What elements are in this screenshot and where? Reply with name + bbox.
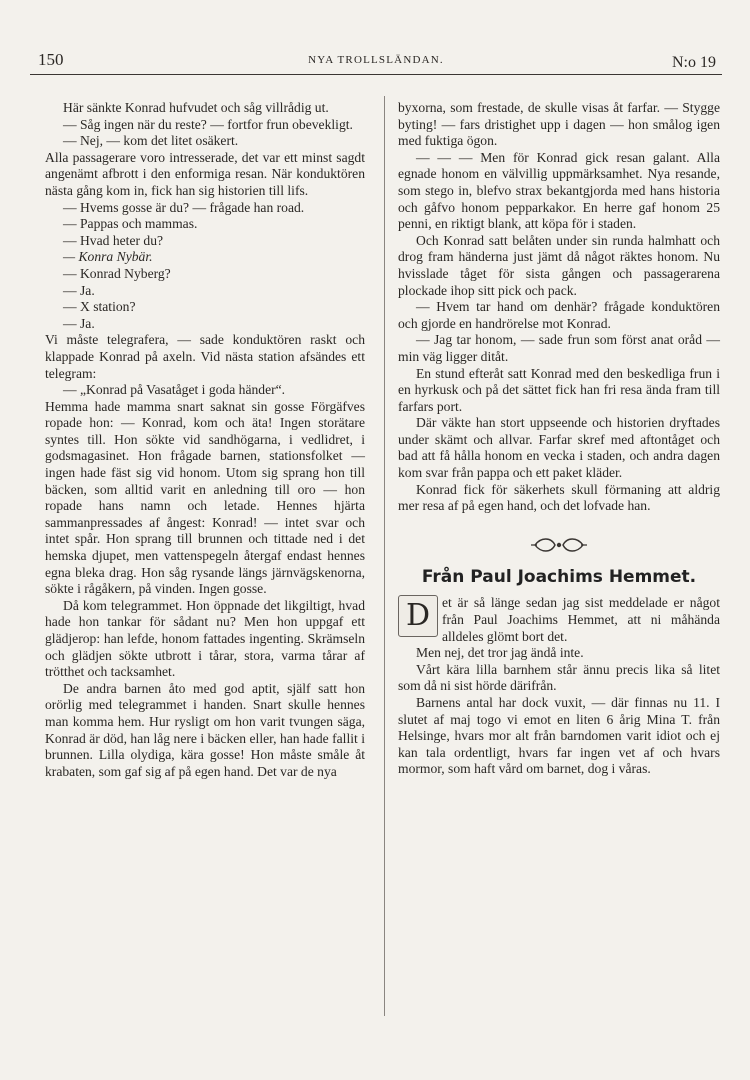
page-number: 150: [38, 50, 64, 69]
paragraph: — Såg ingen när du reste? — fortfor frun obevekligt.: [63, 116, 353, 132]
paragraph: — Hvad heter du?: [63, 232, 164, 248]
paragraph: — X station?: [63, 299, 136, 315]
paragraph: Här sänkte Konrad hufvudet och såg villrådig ut.: [63, 100, 329, 115]
paragraph: Vi måste telegrafera, — sade konduktören raskt och klappade Konrad på axeln. Vid nästa station afsändes ett telegram:: [45, 332, 365, 381]
paragraph: De andra barnen åto med god aptit, själf satt hon orörlig med telegrammet i handen. Snart skulle hennes man komma hem. Hur rysligt om hon varit tvungen säga, Konrad är död, han låg nere i bäcken eller, han hade fallit i brunnen. Lilla olydiga, kära gosse! Hon måste småle åt krabaten, som gaf sig af på egen hand. Det var de nya: [45, 680, 365, 779]
paragraph: et är så länge sedan jag sist meddelade er något från Paul Joachims Hemmet, att ni måhända alldeles glömt bort det.: [442, 595, 720, 644]
paragraph: Då kom telegrammet. Hon öppnade det likgiltigt, hvad hade hon tankar för sådant nu? Men hon uppgaf ett glädjerop: han lefde, honom fattades ingenting. Skrämseln och glädjen sökte utbrott i tårar, stora, varma tårar af trötthet och tacksamhet.: [45, 597, 365, 680]
column-divider: [384, 96, 385, 1016]
paragraph: — Konrad Nyberg?: [63, 265, 171, 281]
paragraph: Barnens antal har dock vuxit, — där finnas nu 11. I slutet af maj togo vi emot en liten 6 årig Mina T. från Helsinge, hvars mor alt från barndomen varit idiot och ej kan tala ordentligt, hvars far ingen vet af och hvars mormor, som haft vård om barnet, dog i våras.: [398, 695, 720, 777]
paragraph: — Hvem tar hand om denhär? frågade konduktören och gjorde en handrörelse mot Konrad.: [398, 299, 720, 331]
paragraph: — Konra Nybär.: [63, 249, 153, 265]
paragraph: — „Konrad på Vasatåget i goda händer“.: [63, 382, 286, 398]
paragraph: Alla passagerare voro intresserade, det var ett minst sagdt angenämt afbrott i den enformiga resan. När konduktören nästa gång kom in, fick han sig historien till lifs.: [45, 149, 365, 198]
article-title: Från Paul Joachims Hemmet.: [421, 566, 697, 587]
paragraph: — — — Men för Konrad gick resan galant. Alla egnade honom en välvillig uppmärksamhet. Nya resande, som stego in, blefvo strax bekantgjorda med hans historia och gåfvo honom pepparkakor. En herre gaf honom 25 penni, en riktigt blank, att köpa för i staden.: [398, 149, 720, 232]
article-body: [398, 595, 720, 778]
paragraph: Konrad fick för säkerhets skull förmaning att aldrig mer resa af på egen hand, och det lofvade han.: [398, 481, 720, 514]
paragraph: Hemma hade mamma snart saknat sin gosse Förgäfves ropade hon: — Konrad, kom och äta! Ingen storätare syntes till. Hon sökte vid sandhögarna, i vedlidret, i godsmagasinet. Hon frågade barnen, stationsfolket — ingen hade fäst sig vid honom. Utom sig sprang hon till bäcken, som alltid varit en anledning till oro — hon ropade hans namn och letade. Hennes hjärta sammanpressades af ångest: Konrad! — intet svar och intet spår. Hon sprang till brunnen och tittade ned i det hemska djupet, men vattenspegeln återgaf endast hennes egna bleka drag. Hon såg rysande längs järnvägskenorna, sökte i rågåkern, på vinden. Ingen gosse.: [45, 398, 365, 597]
paragraph: Men nej, det tror jag ändå inte.: [416, 645, 584, 661]
paragraph: — Pappas och mammas.: [63, 216, 198, 232]
page-header: [30, 44, 722, 74]
ornament-divider: [398, 537, 720, 555]
paragraph: — Jag tar honom, — sade frun som först anat oråd — min väg ligger ditåt.: [398, 332, 720, 364]
ornament-icon: [529, 537, 589, 553]
dropcap-letter: D: [398, 595, 438, 637]
paragraph: Och Konrad satt belåten under sin runda halmhatt och drog fram händerna just jämt då något räktes honom. Nu hvisslade tåget för sista gången och passagerarena plockade ihop sitt pick och pack.: [398, 232, 720, 298]
paragraph: — Hvems gosse är du? — frågade han road.: [63, 199, 305, 215]
right-column: [398, 100, 720, 778]
paragraph: — Nej, — kom det litet osäkert.: [63, 133, 239, 149]
left-column: [45, 100, 365, 780]
header-rule: [30, 74, 722, 75]
publication-title: NYA TROLLSLÄNDAN.: [308, 54, 444, 66]
paragraph: — Ja.: [63, 315, 95, 331]
issue-number: N:o 19: [672, 54, 716, 71]
paragraph: Där väkte han stort uppseende och historien dryftades under skämt och allvar. Farfar skref med aftontåget och bad att få hålla honom en vecka i staden, och andra dagen kom svar från pappa och ett paket kläder.: [398, 415, 720, 481]
paragraph: — Ja.: [63, 282, 95, 298]
paragraph: Vårt kära lilla barnhem står ännu precis lika så litet som då ni sist hörde därifrån.: [398, 661, 720, 694]
paragraph: byxorna, som frestade, de skulle visas åt farfar. — Stygge byting! — fars dristighet upp i dagen — hon smålog igen med fuktiga ögon.: [398, 100, 720, 149]
paragraph: En stund efteråt satt Konrad med den beskedliga frun i en hyrkusk och på det sättet fick han fri resa ända fram till farfars port.: [398, 365, 720, 414]
